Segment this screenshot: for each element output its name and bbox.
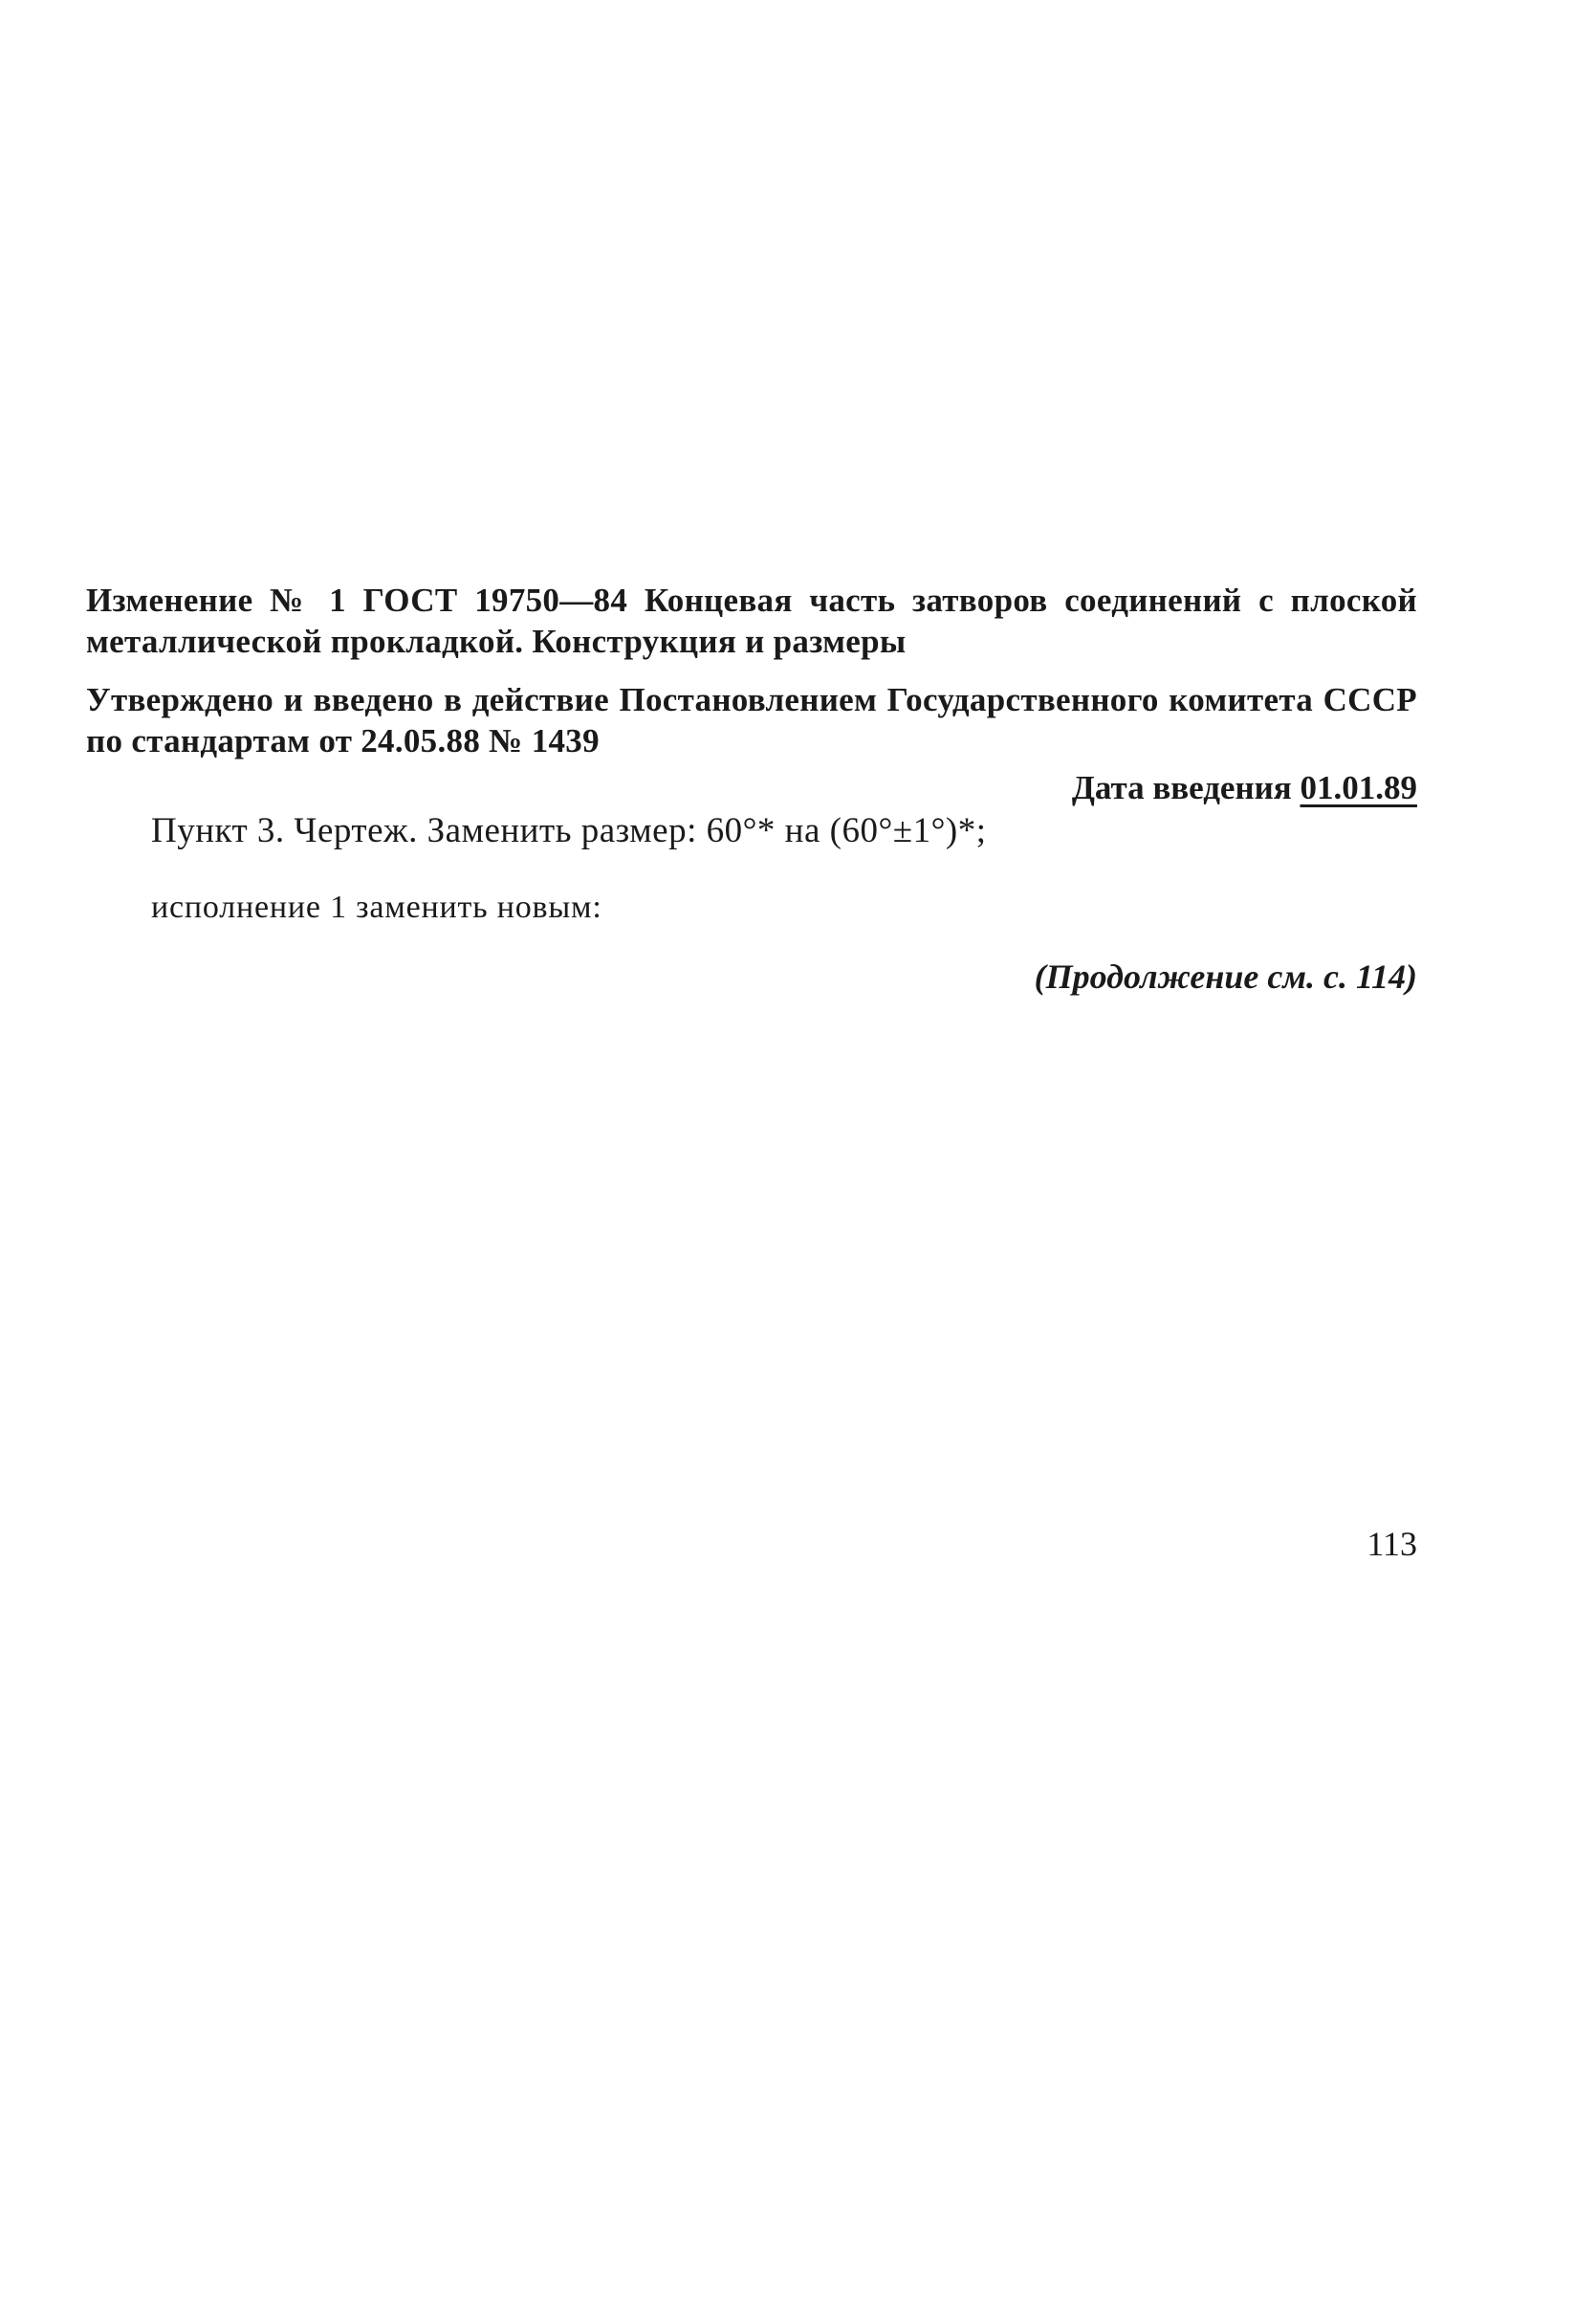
item-3-paragraph: Пункт 3. Чертеж. Заменить размер: 60°* на (60°±1°)*; (151, 811, 987, 850)
effective-date-label: Дата введения (1071, 769, 1292, 806)
execution-paragraph: исполнение 1 заменить новым: (151, 890, 602, 925)
continued-note: (Продолжение см. с. 114) (1034, 957, 1417, 996)
page-number: 113 (1366, 1525, 1417, 1563)
document-body (86, 580, 1417, 998)
effective-date-line (86, 767, 1417, 808)
effective-date-value: 01.01.89 (1300, 769, 1417, 806)
amendment-title: Изменение № 1 ГОСТ 19750—84 Концевая часть затворов соединений с плоской металлической прокладкой. Конструкция и размеры (86, 582, 1417, 660)
approval-statement: Утверждено и введено в действие Постановлением Государственного комитета СССР по стандартам от 24.05.88 № 1439 (86, 681, 1417, 759)
